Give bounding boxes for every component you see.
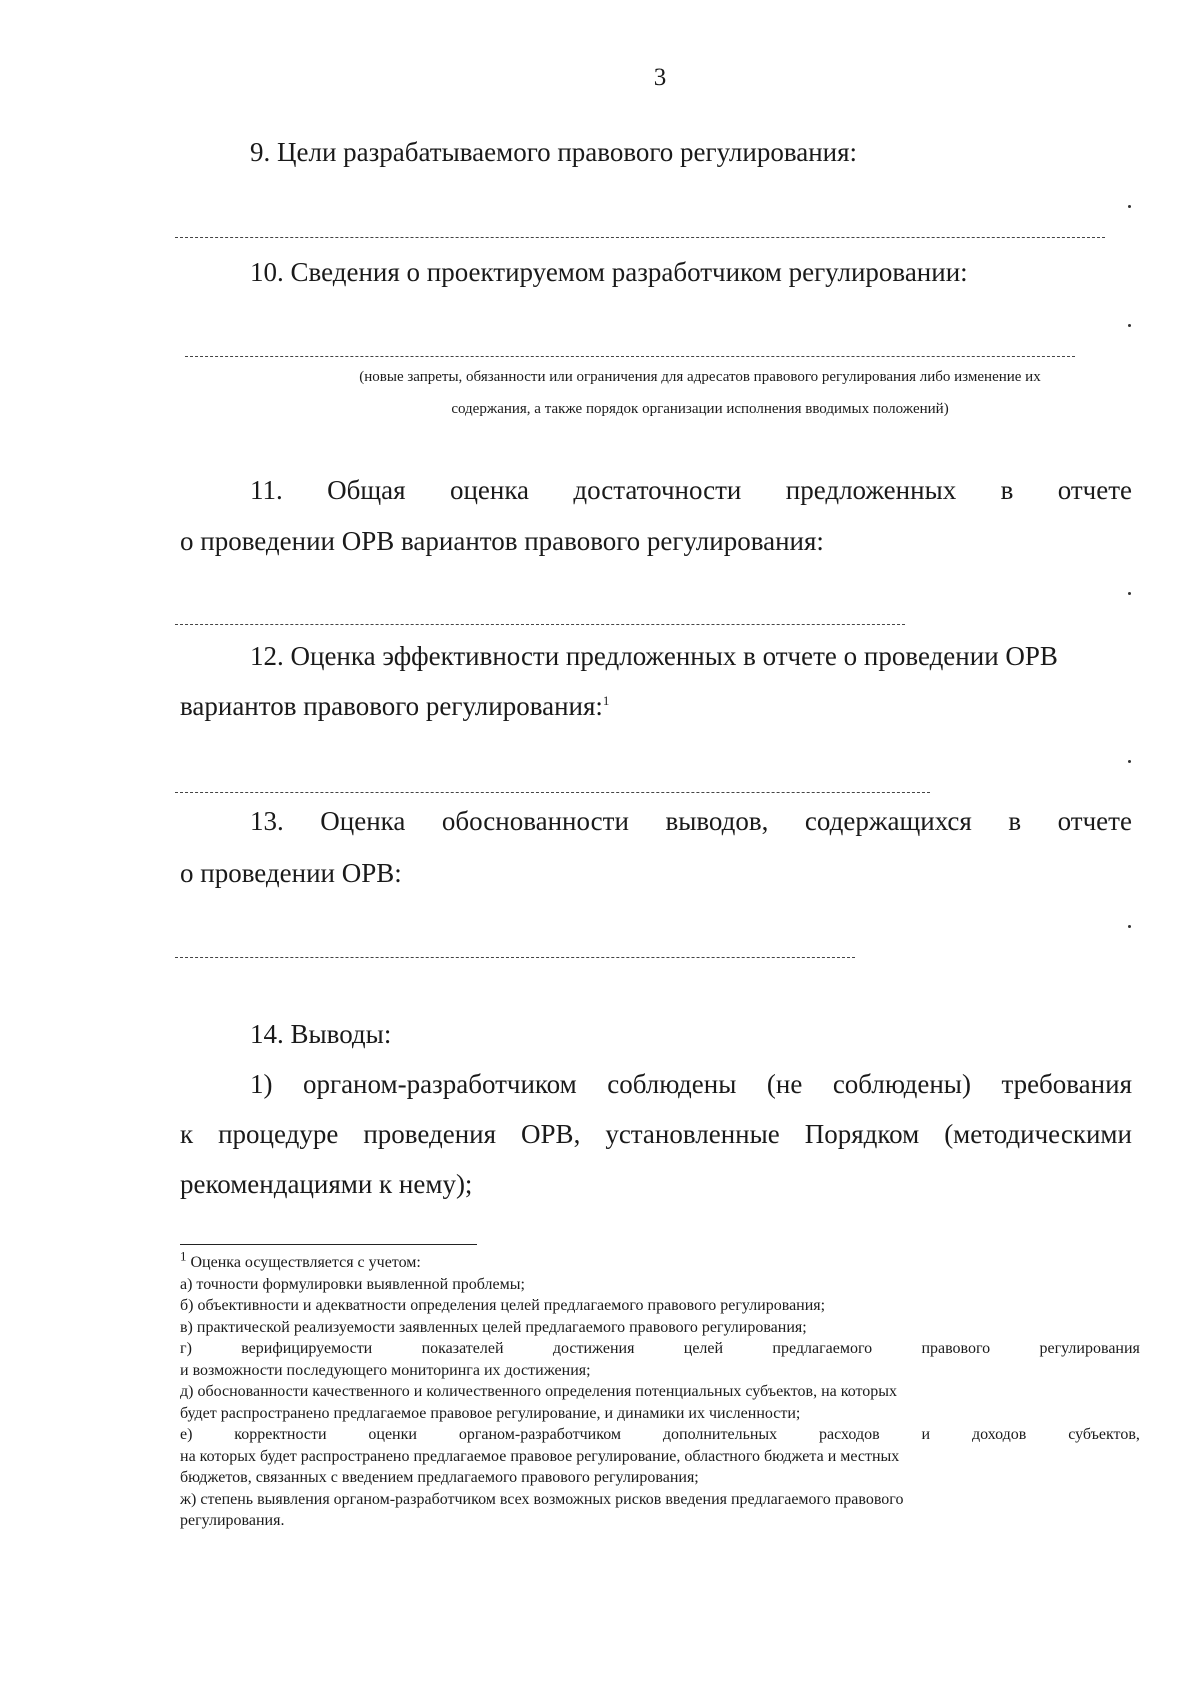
item-10-note-line-2: содержания, а также порядок организации исполнения вводимых положений) [451, 401, 949, 417]
footnote-item-e-line-1 [180, 1424, 1140, 1446]
footnote-mark: 1 [180, 1248, 187, 1264]
word: правового [921, 1340, 991, 1357]
fill-line-10 [185, 356, 1075, 357]
word: требования [1001, 1069, 1132, 1099]
word: соблюдены) [832, 1069, 971, 1099]
word: расходов [819, 1426, 880, 1443]
word: содержащихся [804, 806, 972, 836]
item-14-sub-1-line-2 [180, 1117, 1132, 1151]
item-12-line-1: 12. Оценка эффективности предложенных в отчете о проведении ОРВ [250, 641, 1058, 671]
fill-dot [1128, 324, 1131, 327]
word: целей [683, 1340, 724, 1357]
word: (методическими [944, 1119, 1132, 1149]
word: показателей [421, 1340, 504, 1357]
word: Порядком [804, 1119, 920, 1149]
word: Оценка [320, 806, 406, 836]
fill-dot [1128, 592, 1131, 595]
fill-line-13 [175, 957, 855, 958]
item-13-line-1 [250, 804, 1132, 838]
item-10-heading: 10. Сведения о проектируемом разработчиком регулировании: [250, 257, 968, 287]
footnote-item-v: в) практической реализуемости заявленных целей предлагаемого правового регулирования; [180, 1318, 807, 1336]
footnote-item-zh-line-1: ж) степень выявления органом-разработчиком всех возможных рисков введения предлагаемого правового [180, 1490, 904, 1508]
footnote-intro-text: Оценка осуществляется с учетом: [186, 1254, 421, 1271]
fill-line-11 [175, 624, 905, 625]
word: проведения [363, 1119, 497, 1149]
footnote-item-e-line-3: бюджетов, связанных с введением предлагаемого правового регулирования; [180, 1469, 699, 1486]
footnote-item-zh-line-2: регулирования. [180, 1512, 285, 1529]
fill-dot [1128, 205, 1131, 208]
word: регулирования [1039, 1340, 1140, 1357]
footnote-item-g-line-1 [180, 1338, 1140, 1360]
footnote-separator [180, 1244, 477, 1245]
word: отчете [1057, 475, 1132, 505]
page-number: 3 [653, 64, 667, 91]
word: е) [180, 1426, 193, 1443]
item-12-line-2 [180, 689, 609, 723]
fill-dot [1128, 925, 1131, 928]
footnote-item-d-line-1: д) обоснованности качественного и количественного определения потенциальных субъектов, на которых [180, 1383, 898, 1400]
word: (не [766, 1069, 803, 1099]
word: к [180, 1119, 194, 1149]
word: 13. [250, 806, 284, 836]
word: процедуре [218, 1119, 339, 1149]
word: обоснованности [441, 806, 629, 836]
word: предложенных [785, 475, 957, 505]
word: дополнительных [662, 1426, 778, 1443]
word: выводов, [665, 806, 769, 836]
footnote-block [180, 1248, 1140, 1532]
word: корректности [234, 1426, 327, 1443]
word: в [1008, 806, 1022, 836]
fill-dot [1128, 760, 1131, 763]
word: 11. [250, 475, 283, 505]
footnote-item-g-line-2: и возможности последующего мониторинга их достижения; [180, 1361, 591, 1379]
word: г) [180, 1340, 192, 1357]
footnote-item-b: б) объективности и адекватности определения целей предлагаемого правового регулирования; [180, 1297, 826, 1314]
word: достаточности [573, 475, 742, 505]
word: установленные [605, 1119, 780, 1149]
item-12-line-2-text: вариантов правового регулирования: [180, 691, 603, 721]
word: органом-разработчиком [303, 1069, 577, 1099]
footnote-reference: 1 [602, 693, 610, 708]
fill-line-12 [175, 792, 930, 793]
footnote-item-d-line-2: будет распространено предлагаемое правовое регулирование, и динамики их численности; [180, 1404, 801, 1422]
word: в [1000, 475, 1014, 505]
word: 1) [250, 1069, 273, 1099]
word: ОРВ, [521, 1119, 581, 1149]
word: предлагаемого [772, 1340, 873, 1357]
item-11-line-1 [250, 473, 1132, 507]
word: субъектов, [1068, 1426, 1140, 1443]
word: доходов [971, 1426, 1027, 1443]
item-14-heading: 14. Выводы: [250, 1019, 392, 1049]
word: оценки [368, 1426, 417, 1443]
word: верифицируемости [241, 1340, 373, 1357]
item-11-line-2: о проведении ОРВ вариантов правового регулирования: [180, 526, 824, 556]
word: оценка [449, 475, 530, 505]
item-10-note-line-1: (новые запреты, обязанности или ограничения для адресатов правового регулирования либо изменение их [359, 369, 1041, 385]
item-13-line-2: о проведении ОРВ: [180, 858, 402, 888]
word: достижения [552, 1340, 635, 1357]
item-14-sub-1-line-1 [250, 1067, 1132, 1101]
footnote-intro [180, 1248, 1140, 1274]
footnote-item-a: а) точности формулировки выявленной проблемы; [180, 1275, 525, 1293]
word: Общая [327, 475, 406, 505]
word: и [921, 1426, 931, 1443]
fill-line-9 [175, 237, 1105, 238]
word: органом-разработчиком [458, 1426, 622, 1443]
item-14-sub-1-line-3: рекомендациями к нему); [180, 1169, 473, 1199]
footnote-item-e-line-2: на которых будет распространено предлагаемое правовое регулирование, областного бюджета и местных [180, 1447, 900, 1465]
item-9-heading: 9. Цели разрабатываемого правового регулирования: [250, 137, 858, 167]
word: соблюдены [607, 1069, 737, 1099]
word: отчете [1057, 806, 1132, 836]
